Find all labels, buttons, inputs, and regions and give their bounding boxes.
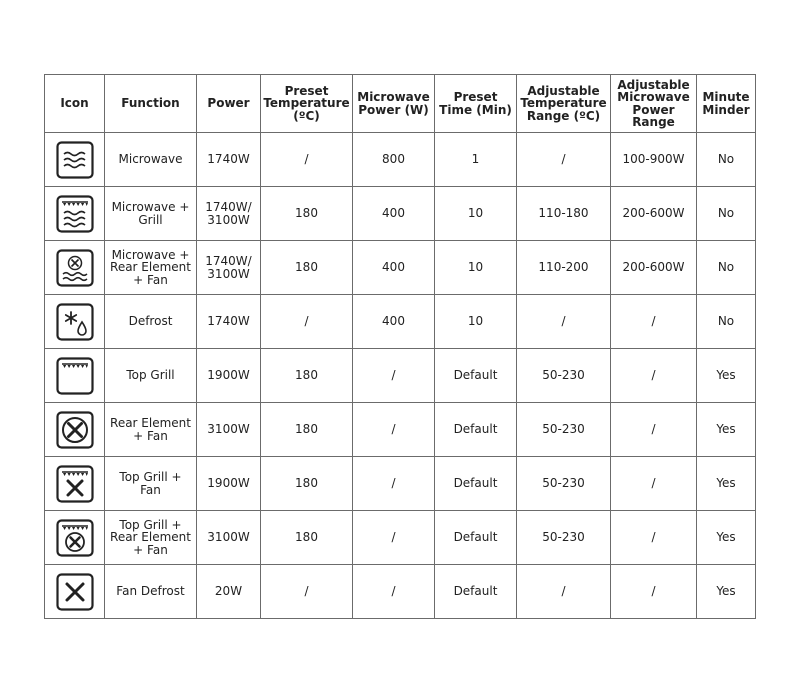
top-grill-fan-icon [55, 464, 95, 504]
table-row [45, 187, 756, 241]
preset-temperature-cell: 180 [261, 403, 353, 457]
header-adjustable-microwave-power: Adjustable Microwave Power Range [611, 75, 697, 133]
table-row [45, 511, 756, 565]
function-cell: Microwave + Rear Element + Fan [105, 241, 197, 295]
adjustable-microwave-power-cell: / [611, 565, 697, 619]
icon-cell [45, 187, 105, 241]
icon-cell [45, 295, 105, 349]
function-cell: Top Grill [105, 349, 197, 403]
microwave-power-cell: / [353, 349, 435, 403]
icon-cell [45, 349, 105, 403]
microwave-icon [55, 140, 95, 180]
header-row [45, 75, 756, 133]
power-cell: 20W [197, 565, 261, 619]
power-cell: 3100W [197, 511, 261, 565]
adjustable-temperature-cell: / [517, 295, 611, 349]
top-grill-icon [55, 356, 95, 396]
table-row [45, 241, 756, 295]
preset-temperature-cell: 180 [261, 241, 353, 295]
function-cell: Defrost [105, 295, 197, 349]
icon-cell [45, 511, 105, 565]
minute-minder-cell: Yes [697, 457, 756, 511]
table-row [45, 295, 756, 349]
header-adjustable-temperature: Adjustable Temperature Range (ºC) [517, 75, 611, 133]
icon-cell [45, 457, 105, 511]
function-cell: Rear Element + Fan [105, 403, 197, 457]
adjustable-temperature-cell: 50-230 [517, 457, 611, 511]
adjustable-temperature-cell: 50-230 [517, 511, 611, 565]
preset-time-cell: 10 [435, 187, 517, 241]
icon-cell [45, 403, 105, 457]
table-row [45, 403, 756, 457]
icon-cell [45, 241, 105, 295]
minute-minder-cell: Yes [697, 403, 756, 457]
minute-minder-cell: No [697, 295, 756, 349]
preset-time-cell: Default [435, 349, 517, 403]
power-cell: 1740W/ 3100W [197, 241, 261, 295]
preset-temperature-cell: / [261, 133, 353, 187]
minute-minder-cell: No [697, 133, 756, 187]
microwave-power-cell: 400 [353, 295, 435, 349]
header-microwave-power: Microwave Power (W) [353, 75, 435, 133]
preset-time-cell: 1 [435, 133, 517, 187]
icon-cell [45, 133, 105, 187]
adjustable-microwave-power-cell: 200-600W [611, 187, 697, 241]
header-icon: Icon [45, 75, 105, 133]
microwave-power-cell: / [353, 403, 435, 457]
minute-minder-cell: Yes [697, 565, 756, 619]
adjustable-microwave-power-cell: / [611, 349, 697, 403]
power-cell: 1900W [197, 457, 261, 511]
preset-time-cell: Default [435, 403, 517, 457]
preset-temperature-cell: / [261, 565, 353, 619]
adjustable-microwave-power-cell: / [611, 295, 697, 349]
power-cell: 1740W [197, 295, 261, 349]
microwave-power-cell: / [353, 457, 435, 511]
header-minute-minder: Minute Minder [697, 75, 756, 133]
function-cell: Microwave [105, 133, 197, 187]
defrost-icon [55, 302, 95, 342]
table-row [45, 349, 756, 403]
function-cell: Top Grill + Fan [105, 457, 197, 511]
function-cell: Microwave + Grill [105, 187, 197, 241]
adjustable-microwave-power-cell: / [611, 457, 697, 511]
microwave-power-cell: 400 [353, 241, 435, 295]
fan-defrost-icon [55, 572, 95, 612]
preset-temperature-cell: 180 [261, 187, 353, 241]
preset-temperature-cell: 180 [261, 349, 353, 403]
adjustable-temperature-cell: 110-200 [517, 241, 611, 295]
microwave-power-cell: 400 [353, 187, 435, 241]
adjustable-temperature-cell: 110-180 [517, 187, 611, 241]
header-power: Power [197, 75, 261, 133]
adjustable-microwave-power-cell: / [611, 403, 697, 457]
preset-time-cell: Default [435, 457, 517, 511]
rear-element-fan-icon [55, 410, 95, 450]
header-function: Function [105, 75, 197, 133]
minute-minder-cell: No [697, 241, 756, 295]
microwave-power-cell: 800 [353, 133, 435, 187]
minute-minder-cell: No [697, 187, 756, 241]
power-cell: 1740W [197, 133, 261, 187]
microwave-power-cell: / [353, 565, 435, 619]
microwave-fan-icon [55, 248, 95, 288]
preset-time-cell: 10 [435, 241, 517, 295]
adjustable-temperature-cell: 50-230 [517, 403, 611, 457]
adjustable-temperature-cell: / [517, 565, 611, 619]
power-cell: 1900W [197, 349, 261, 403]
power-cell: 1740W/ 3100W [197, 187, 261, 241]
microwave-grill-icon [55, 194, 95, 234]
top-grill-rear-element-fan-icon [55, 518, 95, 558]
preset-time-cell: Default [435, 565, 517, 619]
table-row [45, 565, 756, 619]
adjustable-temperature-cell: 50-230 [517, 349, 611, 403]
minute-minder-cell: Yes [697, 511, 756, 565]
header-preset-time: Preset Time (Min) [435, 75, 517, 133]
minute-minder-cell: Yes [697, 349, 756, 403]
functions-table [44, 74, 756, 619]
icon-cell [45, 565, 105, 619]
function-cell: Top Grill + Rear Element + Fan [105, 511, 197, 565]
adjustable-microwave-power-cell: / [611, 511, 697, 565]
power-cell: 3100W [197, 403, 261, 457]
preset-time-cell: 10 [435, 295, 517, 349]
preset-temperature-cell: / [261, 295, 353, 349]
adjustable-microwave-power-cell: 100-900W [611, 133, 697, 187]
table-row [45, 133, 756, 187]
table-row [45, 457, 756, 511]
preset-temperature-cell: 180 [261, 457, 353, 511]
header-preset-temperature: Preset Temperature (ºC) [261, 75, 353, 133]
preset-time-cell: Default [435, 511, 517, 565]
preset-temperature-cell: 180 [261, 511, 353, 565]
adjustable-temperature-cell: / [517, 133, 611, 187]
adjustable-microwave-power-cell: 200-600W [611, 241, 697, 295]
function-cell: Fan Defrost [105, 565, 197, 619]
microwave-power-cell: / [353, 511, 435, 565]
